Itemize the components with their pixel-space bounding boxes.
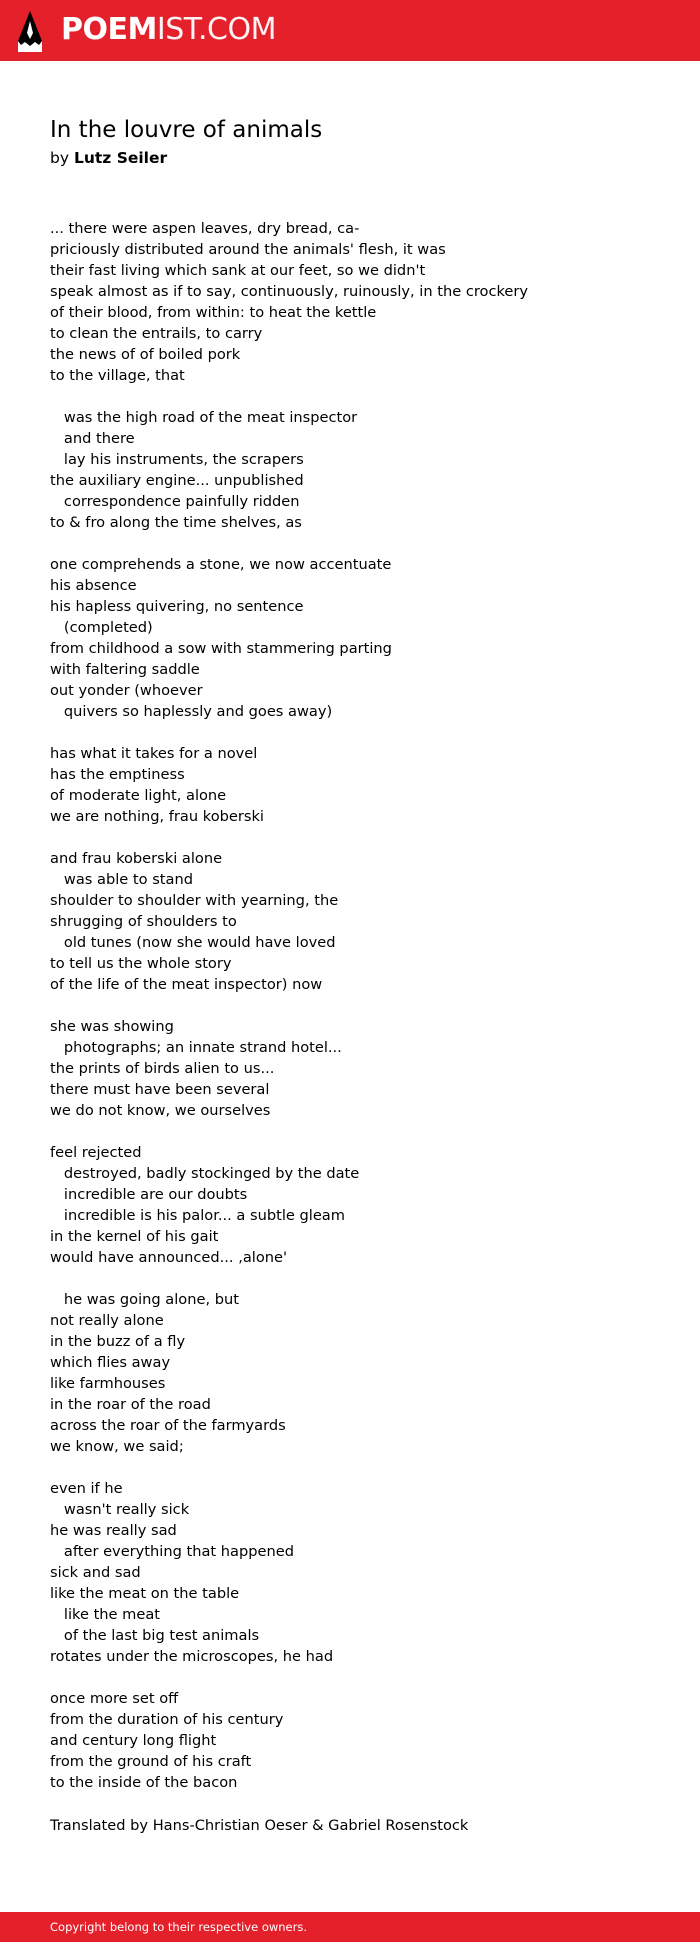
- poem-line: destroyed, badly stockinged by the date: [50, 1165, 360, 1182]
- poem-line: from the duration of his century: [50, 1711, 284, 1728]
- poem-stanza: [50, 1142, 670, 1268]
- poem-line: their fast living which sank at our feet, so we didn't: [50, 262, 426, 279]
- poem-line: lay his instruments, the scrapers: [50, 451, 304, 468]
- poem-line: would have announced... ,alone': [50, 1249, 288, 1266]
- poem-line: to & fro along the time shelves, as: [50, 514, 302, 531]
- poem-stanza: [50, 1289, 670, 1457]
- poem-line: not really alone: [50, 1312, 164, 1329]
- poem-line: which flies away: [50, 1354, 171, 1371]
- poem-line: of the last big test animals: [50, 1627, 260, 1644]
- poem-line: to clean the entrails, to carry: [50, 325, 263, 342]
- poem-line: like the meat: [50, 1606, 161, 1623]
- site-header: [0, 0, 700, 61]
- poem-line: he was really sad: [50, 1522, 177, 1539]
- poem-line: out yonder (whoever: [50, 682, 203, 699]
- poem-line: was able to stand: [50, 871, 193, 888]
- poem-line: once more set off: [50, 1690, 179, 1707]
- poem-stanza: [50, 554, 670, 722]
- poem-line: the prints of birds alien to us...: [50, 1060, 275, 1077]
- author-name[interactable]: Lutz Seiler: [73, 149, 168, 167]
- poem-line: in the kernel of his gait: [50, 1228, 219, 1245]
- poem-line: and there: [50, 430, 135, 447]
- poem-line: the news of of boiled pork: [50, 346, 241, 363]
- poem-stanza: [50, 1478, 670, 1667]
- poem-line: his absence: [50, 577, 137, 594]
- poem-line: incredible is his palor... a subtle gleam: [50, 1207, 345, 1224]
- poem-line: shoulder to shoulder with yearning, the: [50, 892, 339, 909]
- poem-line: after everything that happened: [50, 1543, 294, 1560]
- poem-line: with faltering saddle: [50, 661, 200, 678]
- copyright-notice: Copyright belong to their respective owners.: [50, 1920, 308, 1934]
- poem-line: was the high road of the meat inspector: [50, 409, 358, 426]
- poem-byline: [50, 146, 167, 170]
- poem-line: from childhood a sow with stammering parting: [50, 640, 392, 657]
- poem-line: the auxiliary engine... unpublished: [50, 472, 304, 489]
- translation-credit: Translated by Hans-Christian Oeser & Gabriel Rosenstock: [50, 1817, 469, 1834]
- poem-line: wasn't really sick: [50, 1501, 190, 1518]
- poem-line: to tell us the whole story: [50, 955, 232, 972]
- site-footer: [0, 1912, 700, 1942]
- poem-stanza: [50, 848, 670, 995]
- poem-line: shrugging of shoulders to: [50, 913, 237, 930]
- byline-prefix: by: [50, 149, 70, 167]
- poem-line: of their blood, from within: to heat the kettle: [50, 304, 377, 321]
- poem-line: we do not know, we ourselves: [50, 1102, 271, 1119]
- poem-line: one comprehends a stone, we now accentuate: [50, 556, 392, 573]
- poem-line: like farmhouses: [50, 1375, 166, 1392]
- poem-line: from the ground of his craft: [50, 1753, 252, 1770]
- poem-stanza: [50, 1688, 670, 1793]
- poem-line: feel rejected: [50, 1144, 142, 1161]
- poem-line: even if he: [50, 1480, 123, 1497]
- poem-line: we know, we said;: [50, 1438, 184, 1455]
- pen-nib-logo-icon[interactable]: [17, 11, 43, 52]
- poem-line: his hapless quivering, no sentence: [50, 598, 304, 615]
- poem-line: rotates under the microscopes, he had: [50, 1648, 334, 1665]
- poem-body: [50, 218, 670, 1793]
- poem-line: incredible are our doubts: [50, 1186, 248, 1203]
- poem-line: has what it takes for a novel: [50, 745, 258, 762]
- poem-stanza: [50, 218, 670, 386]
- poem-line: of the life of the meat inspector) now: [50, 976, 323, 993]
- poem-line: ... there were aspen leaves, dry bread, ca-: [50, 220, 360, 237]
- poem-line: old tunes (now she would have loved: [50, 934, 336, 951]
- poem-stanza: [50, 743, 670, 827]
- poem-line: she was showing: [50, 1018, 174, 1035]
- site-logo[interactable]: [61, 12, 276, 48]
- poem-line: correspondence painfully ridden: [50, 493, 300, 510]
- poem-line: there must have been several: [50, 1081, 270, 1098]
- poem-title: In the louvre of animals: [50, 117, 323, 143]
- poem-line: to the village, that: [50, 367, 185, 384]
- poem-stanza: [50, 407, 670, 533]
- logo-text-bold: POEM: [61, 12, 157, 47]
- poem-line: priciously distributed around the animals' flesh, it was: [50, 241, 446, 258]
- poem-line: we are nothing, frau koberski: [50, 808, 264, 825]
- poem-line: like the meat on the table: [50, 1585, 240, 1602]
- poem-line: sick and sad: [50, 1564, 141, 1581]
- poem-line: he was going alone, but: [50, 1291, 239, 1308]
- poem-line: in the roar of the road: [50, 1396, 211, 1413]
- poem-line: to the inside of the bacon: [50, 1774, 238, 1791]
- poem-line: and century long flight: [50, 1732, 217, 1749]
- poem-line: (completed): [50, 619, 153, 636]
- poem-line: across the roar of the farmyards: [50, 1417, 286, 1434]
- poem-line: has the emptiness: [50, 766, 185, 783]
- poem-line: of moderate light, alone: [50, 787, 227, 804]
- logo-text-light: IST.COM: [156, 12, 276, 47]
- poem-line: and frau koberski alone: [50, 850, 223, 867]
- poem-stanza: [50, 1016, 670, 1121]
- poem-line: photographs; an innate strand hotel...: [50, 1039, 342, 1056]
- poem-line: speak almost as if to say, continuously, ruinously, in the crockery: [50, 283, 529, 300]
- poem-line: in the buzz of a fly: [50, 1333, 186, 1350]
- poem-line: quivers so haplessly and goes away): [50, 703, 333, 720]
